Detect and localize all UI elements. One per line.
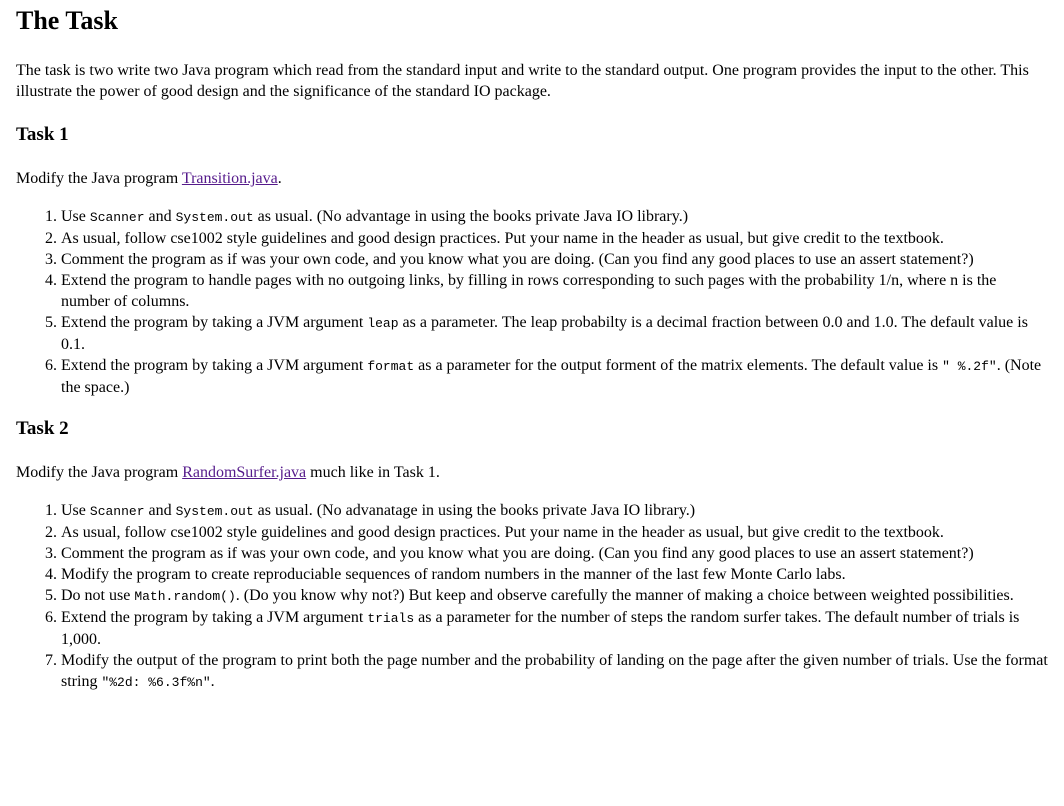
item-text: Do not use bbox=[61, 587, 135, 604]
task1-item-3 bbox=[61, 249, 1048, 270]
task1-item-6 bbox=[61, 355, 1048, 398]
item-text: Extend the program by taking a JVM argument bbox=[61, 314, 368, 331]
item-text: as a parameter for the output forment of the matrix elements. The default value is bbox=[414, 357, 943, 374]
code-format-string: "%2d: %6.3f%n" bbox=[101, 675, 211, 690]
item-text: as a parameter for the number of steps the random surfer takes. The default number of trials is 1,000. bbox=[61, 609, 1020, 648]
task2-item-3 bbox=[61, 543, 1048, 564]
task2-list bbox=[16, 500, 1048, 693]
item-text: Extend the program by taking a JVM argument bbox=[61, 609, 368, 626]
code-scanner: Scanner bbox=[89, 504, 145, 519]
item-text: . (Do you know why not?) But keep and observe carefully the manner of making a choice between weighted possibilities. bbox=[235, 587, 1014, 604]
item-text: . bbox=[210, 673, 215, 690]
task2-item-2 bbox=[61, 522, 1048, 543]
code-leap: leap bbox=[367, 316, 399, 331]
item-text: as usual. (No advanatage in using the books private Java IO library.) bbox=[253, 502, 696, 519]
task2-heading: Task 2 bbox=[16, 418, 69, 439]
item-text: and bbox=[144, 502, 176, 519]
code-system-out: System.out bbox=[175, 504, 254, 519]
task2-item-4 bbox=[61, 564, 1048, 585]
task2-item-5 bbox=[61, 585, 1048, 607]
item-text: As usual, follow cse1002 style guidelines and good design practices. Put your name in the header as usual, but give credit to the textbook. bbox=[61, 524, 944, 541]
item-text: . (Note the space.) bbox=[61, 357, 1042, 396]
item-text: As usual, follow cse1002 style guidelines and good design practices. Put your name in the header as usual, but give credit to the textbook. bbox=[61, 230, 944, 247]
item-text: Extend the program by taking a JVM argument bbox=[61, 357, 368, 374]
code-math-random: Math.random() bbox=[134, 589, 236, 604]
task1-heading: Task 1 bbox=[16, 124, 69, 145]
task2-intro-suffix: much like in Task 1. bbox=[306, 464, 440, 481]
task2-intro-prefix: Modify the Java program bbox=[16, 464, 183, 481]
code-format-default: " %.2f" bbox=[942, 359, 997, 374]
task1-list bbox=[16, 206, 1048, 398]
task1-intro bbox=[16, 168, 1048, 189]
task2-item-6 bbox=[61, 607, 1048, 650]
task2-intro bbox=[16, 462, 1048, 483]
task1-item-4 bbox=[61, 270, 1048, 312]
code-system-out: System.out bbox=[175, 210, 254, 225]
task1-item-1 bbox=[61, 206, 1048, 228]
item-text: Comment the program as if was your own code, and you know what you are doing. (Can you find any good places to use an assert statement?) bbox=[61, 251, 974, 268]
task2-item-7 bbox=[61, 650, 1048, 693]
item-text: Use bbox=[61, 208, 90, 225]
page-title: The Task bbox=[16, 6, 118, 35]
item-text: as a parameter. The leap probabilty is a decimal fraction between 0.0 and 1.0. The default value is 0.1. bbox=[61, 314, 1028, 353]
code-format: format bbox=[367, 359, 415, 374]
item-text: Modify the output of the program to print both the page number and the probability of landing on the page after the given number of trials. Use the format string bbox=[61, 652, 1048, 690]
item-text: and bbox=[144, 208, 176, 225]
item-text: as usual. (No advantage in using the books private Java IO library.) bbox=[253, 208, 689, 225]
item-text: Extend the program to handle pages with no outgoing links, by filling in rows corresponding to such pages with the probability 1/n, where n is the number of columns. bbox=[61, 272, 997, 310]
item-text: Use bbox=[61, 502, 90, 519]
intro-paragraph: The task is two write two Java program which read from the standard input and write to the standard output. One program provides the input to the other. This illustrate the power of good design and the significance of the standard IO package. bbox=[16, 62, 1029, 100]
task1-intro-suffix: . bbox=[277, 170, 282, 187]
random-surfer-java-link[interactable]: RandomSurfer.java bbox=[182, 464, 307, 481]
task1-intro-prefix: Modify the Java program bbox=[16, 170, 182, 187]
transition-java-link[interactable]: Transition.java bbox=[181, 170, 278, 187]
item-text: Modify the program to create reproduciable sequences of random numbers in the manner of the last few Monte Carlo labs. bbox=[61, 566, 846, 583]
item-text: Comment the program as if was your own code, and you know what you are doing. (Can you find any good places to use an assert statement?) bbox=[61, 545, 974, 562]
code-scanner: Scanner bbox=[89, 210, 145, 225]
task2-item-1 bbox=[61, 500, 1048, 522]
code-trials: trials bbox=[367, 611, 415, 626]
task1-item-2 bbox=[61, 228, 1048, 249]
task1-item-5 bbox=[61, 312, 1048, 355]
